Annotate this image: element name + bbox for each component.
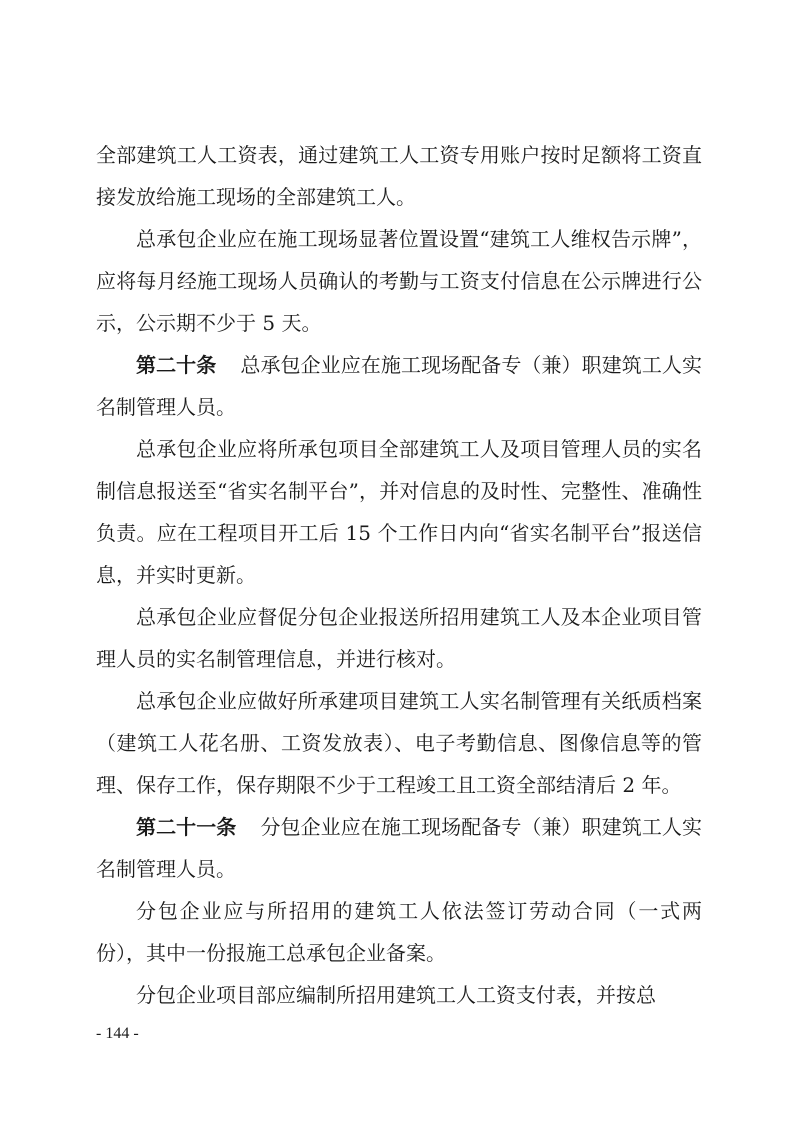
page-number: - 144 -	[96, 1025, 139, 1042]
article-number: 第二十一条	[136, 815, 237, 839]
article-number: 第二十条	[136, 353, 217, 377]
paragraph-text: 分包企业应在施工现场配备专（兼）职建筑工人实名制管理人员。	[96, 815, 703, 881]
paragraph-text: 分包企业应与所招用的建筑工人依法签订劳动合同（一式两份），其中一份报施工总承包企业备案。	[96, 899, 702, 965]
paragraph-text: 总承包企业应在施工现场配备专（兼）职建筑工人实名制管理人员。	[96, 353, 703, 419]
body-text	[96, 134, 702, 1016]
article-paragraph	[96, 806, 702, 890]
paragraph-text: 总承包企业应将所承包项目全部建筑工人及项目管理人员的实名制信息报送至“省实名制平台”，并对信息的及时性、完整性、准确性负责。应在工程项目开工后 15 个工作日内向“省实名制平台”报送信息，并实时更新。	[96, 437, 702, 587]
paragraph-text: 总承包企业应督促分包企业报送所招用建筑工人及本企业项目管理人员的实名制管理信息，并进行核对。	[96, 605, 702, 671]
paragraph-text: 总承包企业应在施工现场显著位置设置“建筑工人维权告示牌”，应将每月经施工现场人员确认的考勤与工资支付信息在公示牌进行公示，公示期不少于 5 天。	[96, 227, 702, 335]
paragraph-text: 全部建筑工人工资表，通过建筑工人工资专用账户按时足额将工资直接发放给施工现场的全部建筑工人。	[96, 143, 702, 209]
paragraph-text: 分包企业项目部应编制所招用建筑工人工资支付表，并按总	[136, 983, 656, 1007]
paragraph	[96, 428, 702, 596]
paragraph	[96, 974, 702, 1016]
paragraph	[96, 680, 702, 806]
paragraph-continuation	[96, 134, 702, 218]
paragraph	[96, 218, 702, 344]
paragraph	[96, 890, 702, 974]
paragraph	[96, 596, 702, 680]
article-paragraph	[96, 344, 702, 428]
paragraph-text: 总承包企业应做好所承建项目建筑工人实名制管理有关纸质档案（建筑工人花名册、工资发放表）、电子考勤信息、图像信息等的管理、保存工作，保存期限不少于工程竣工且工资全部结清后 2 年。	[96, 689, 702, 797]
